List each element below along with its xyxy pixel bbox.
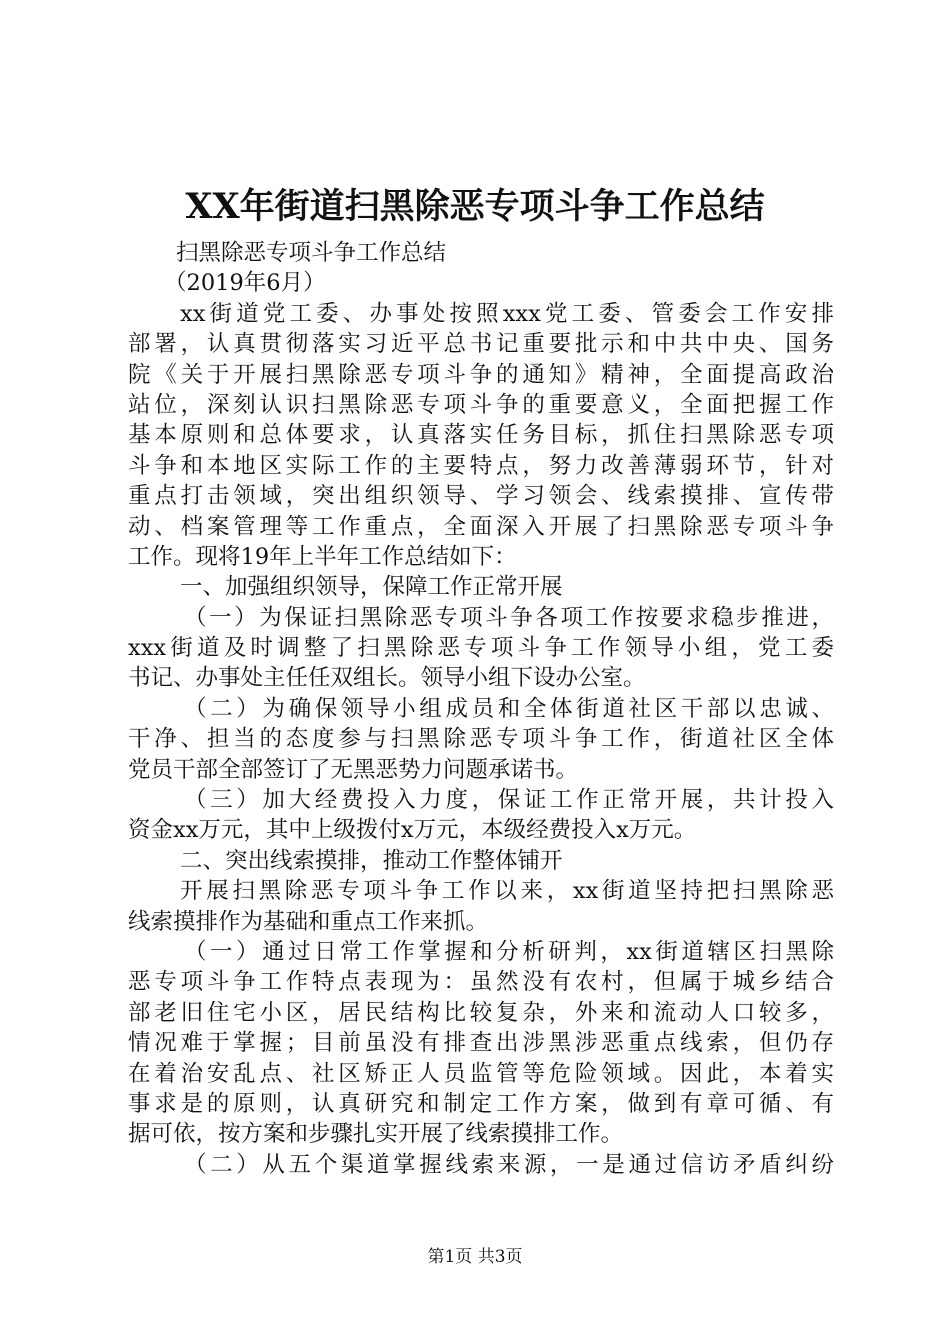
text-line: （一）通过日常工作掌握和分析研判，xx街道辖区扫黑除 <box>184 938 834 965</box>
text-line: 动、档案管理等工作重点，全面深入开展了扫黑除恶专项斗争 <box>128 513 834 540</box>
text-line: 院《关于开展扫黑除恶专项斗争的通知》精神，全面提高政治 <box>128 361 834 388</box>
text-line: 开展扫黑除恶专项斗争工作以来，xx街道坚持把扫黑除恶 <box>180 878 834 905</box>
document-title: XX年街道扫黑除恶专项斗争工作总结 <box>185 186 765 227</box>
text-line: 一、加强组织领导，保障工作正常开展 <box>180 574 563 601</box>
text-line: （三）加大经费投入力度，保证工作正常开展，共计投入 <box>184 787 834 814</box>
text-line: 在着治安乱点、社区矫正人员监管等危险领域。因此，本着实 <box>128 1060 834 1087</box>
text-line: 资金xx万元，其中上级拨付x万元，本级经费投入x万元。 <box>128 817 697 844</box>
text-line: 情况难于掌握；目前虽没有排查出涉黑涉恶重点线索，但仍存 <box>128 1030 834 1057</box>
text-line: （二）为确保领导小组成员和全体街道社区干部以忠诚、 <box>184 695 834 722</box>
text-line: 党员干部全部签订了无黑恶势力问题承诺书。 <box>128 756 579 783</box>
page-footer: 第1页 共3页 <box>427 1247 523 1267</box>
text-line: 基本原则和总体要求，认真落实任务目标，抓住扫黑除恶专项 <box>128 422 834 449</box>
text-line: （二）从五个渠道掌握线索来源，一是通过信访矛盾纠纷 <box>184 1151 834 1178</box>
document-body <box>128 238 834 1180</box>
text-line: 站位，深刻认识扫黑除恶专项斗争的重要意义，全面把握工作 <box>128 391 834 418</box>
text-line: 重点打击领域，突出组织领导、学习领会、线索摸排、宣传带 <box>128 483 834 510</box>
text-line: 工作。现将19年上半年工作总结如下： <box>128 543 517 570</box>
text-line: 二、突出线索摸排，推动工作整体铺开 <box>180 847 563 874</box>
text-line: （2019年6月） <box>164 270 326 297</box>
text-line: xxx街道及时调整了扫黑除恶专项斗争工作领导小组，党工委 <box>128 635 834 662</box>
text-line: 部署，认真贯彻落实习近平总书记重要批示和中共中央、国务 <box>128 331 834 358</box>
text-line: 斗争和本地区实际工作的主要特点，努力改善薄弱环节，针对 <box>128 452 834 479</box>
text-line: 恶专项斗争工作特点表现为：虽然没有农村，但属于城乡结合 <box>128 969 834 996</box>
text-line: 事求是的原则，认真研究和制定工作方案，做到有章可循、有 <box>128 1090 834 1117</box>
text-line: 线索摸排作为基础和重点工作来抓。 <box>128 908 489 935</box>
text-line: （一）为保证扫黑除恶专项斗争各项工作按要求稳步推进， <box>184 604 834 631</box>
text-line: 据可依，按方案和步骤扎实开展了线索摸排工作。 <box>128 1121 624 1148</box>
text-line: 部老旧住宅小区，居民结构比较复杂，外来和流动人口较多， <box>128 999 834 1026</box>
text-line: xx街道党工委、办事处按照xxx党工委、管委会工作安排 <box>180 300 834 327</box>
text-line: 扫黑除恶专项斗争工作总结 <box>176 240 447 266</box>
text-line: 干净、担当的态度参与扫黑除恶专项斗争工作，街道社区全体 <box>128 726 834 753</box>
text-line: 书记、办事处主任任双组长。领导小组下设办公室。 <box>128 665 646 692</box>
